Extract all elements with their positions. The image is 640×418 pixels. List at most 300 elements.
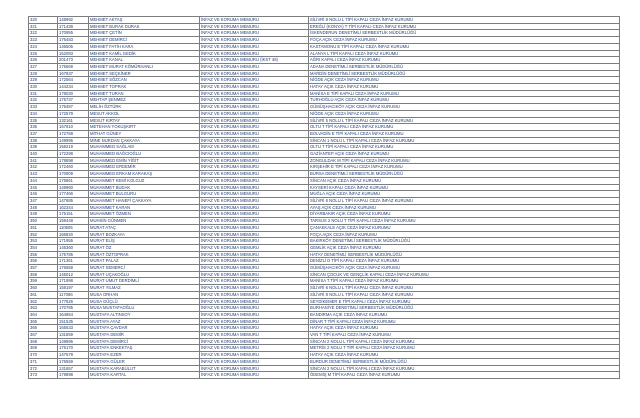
job-title-cell: İNFAZ VE KORUMA MEMURU	[200, 77, 309, 84]
full-name-cell: MUHAMMET KEMİ KOLGUZ	[89, 177, 200, 184]
institution-cell: ÖDEMİŞ M TİPİ KAPALI CEZA İNFAZ KURUMU	[309, 372, 620, 379]
institution-cell: İSKENDERUN DENETİMLİ SERBESTLİK MÜDÜRLÜĞÜ	[309, 30, 620, 37]
registry-number-cell: 167837	[58, 70, 89, 77]
job-title-cell: İNFAZ VE KORUMA MEMURU	[200, 204, 309, 211]
job-title-cell: İNFAZ VE KORUMA MEMURU (İKST 48)	[200, 57, 309, 64]
full-name-cell: MİTHAT GÜNEY	[89, 130, 200, 137]
registry-number-cell: 148992	[58, 17, 89, 24]
full-name-cell: MESUT AKKOL	[89, 110, 200, 117]
row-number-cell: 360	[29, 285, 58, 292]
row-number-cell: 320	[29, 17, 58, 24]
row-number-cell: 361	[29, 291, 58, 298]
row-number-cell: 364	[29, 311, 58, 318]
registry-number-cell: 170909	[58, 171, 89, 178]
row-number-cell: 324	[29, 43, 58, 50]
table-row	[29, 110, 620, 117]
full-name-cell: MEHMET SÖZCAN	[89, 77, 200, 84]
institution-cell: SİLİVRİ 8 NOLU L TİPİ KAPALI CEZA İNFAZ KURUMU	[309, 291, 620, 298]
table-row	[29, 204, 620, 211]
registry-number-cell: 175737	[58, 97, 89, 104]
institution-cell: SEYDİKEMER E TİPİ KAPALI CEZA İNFAZ KURUMU	[309, 298, 620, 305]
full-name-cell: MEHTAP ŞENMEZ	[89, 97, 200, 104]
institution-cell: SİNCAN 1 NOLU L TİPİ KAPALI CEZA İNFAZ KURUMU	[309, 137, 620, 144]
job-title-cell: İNFAZ VE KORUMA MEMURU	[200, 271, 309, 278]
institution-cell: HATAY AÇIK CEZA İNFAZ KURUMU	[309, 352, 620, 359]
row-number-cell: 327	[29, 63, 58, 70]
job-title-cell: İNFAZ VE KORUMA MEMURU	[200, 224, 309, 231]
full-name-cell: MEHMET AKTAŞ	[89, 17, 200, 24]
table-row	[29, 124, 620, 131]
registry-number-cell: 175669	[58, 63, 89, 70]
row-number-cell: 363	[29, 305, 58, 312]
institution-cell: SİNCAN 2 NOLU L TİPİ KAPALI CEZA İNFAZ KURUMU	[309, 338, 620, 345]
full-name-cell: MURAT UMUT DERDİMLİ	[89, 278, 200, 285]
row-number-cell: 330	[29, 84, 58, 91]
full-name-cell: MUHAMMED ERDEMİR	[89, 164, 200, 171]
job-title-cell: İNFAZ VE KORUMA MEMURU	[200, 50, 309, 57]
registry-number-cell: 176659	[58, 265, 89, 272]
institution-cell: MANİSA T TİPİ KAPALI CEZA İNFAZ KURUMU	[309, 278, 620, 285]
table-row	[29, 137, 620, 144]
job-title-cell: İNFAZ VE KORUMA MEMURU	[200, 244, 309, 251]
registry-number-cell: 147685	[58, 197, 89, 204]
institution-cell: NİĞDE AÇIK CEZA İNFAZ KURUMU	[309, 110, 620, 117]
row-number-cell: 334	[29, 110, 58, 117]
institution-cell: KASTAMONU E TİPİ KAPALI CEZA İNFAZ KURUMU	[309, 43, 620, 50]
full-name-cell: MUHAMMED ERKAM KARAKAŞ	[89, 171, 200, 178]
table-row	[29, 77, 620, 84]
full-name-cell: MUHAMMED SAĞLAM	[89, 144, 200, 151]
table-row	[29, 97, 620, 104]
job-title-cell: İNFAZ VE KORUMA MEMURU	[200, 318, 309, 325]
table-row	[29, 285, 620, 292]
full-name-cell: MURAT BOZKAYA	[89, 231, 200, 238]
row-number-cell: 333	[29, 104, 58, 111]
registry-number-cell: 148960	[58, 184, 89, 191]
registry-number-cell: 171998	[58, 278, 89, 285]
institution-cell: SİNCAN 2 NOLU L TİPİ KAPALI CEZA İNFAZ KURUMU	[309, 365, 620, 372]
row-number-cell: 341	[29, 157, 58, 164]
institution-cell: BURHANİYE DENETİMLİ SERBESTLİK MÜDÜRLÜĞÜ	[309, 305, 620, 312]
full-name-cell: MEHMET BURAK DURAK	[89, 23, 200, 30]
table-row	[29, 338, 620, 345]
job-title-cell: İNFAZ VE KORUMA MEMURU	[200, 305, 309, 312]
table-row	[29, 164, 620, 171]
row-number-cell: 344	[29, 177, 58, 184]
table-row	[29, 43, 620, 50]
job-title-cell: İNFAZ VE KORUMA MEMURU	[200, 218, 309, 225]
institution-cell: GAZİANTEP AÇIK CEZA İNFAZ KURUMU	[309, 151, 620, 158]
job-title-cell: İNFAZ VE KORUMA MEMURU	[200, 164, 309, 171]
registry-number-cell: 145012	[58, 271, 89, 278]
job-title-cell: İNFAZ VE KORUMA MEMURU	[200, 298, 309, 305]
job-title-cell: İNFAZ VE KORUMA MEMURU	[200, 191, 309, 198]
row-number-cell: 332	[29, 97, 58, 104]
full-name-cell: MUSTAFA EZER	[89, 352, 200, 359]
table-row	[29, 298, 620, 305]
row-number-cell: 368	[29, 338, 58, 345]
registry-number-cell: 157910	[58, 124, 89, 131]
full-name-cell: MURAT YILMAZ	[89, 285, 200, 292]
institution-cell: BAKIRKÖY DENETİMLİ SERBESTLİK MÜDÜRLÜĞÜ	[309, 238, 620, 245]
institution-cell: BANDIRMA AÇIK CEZA İNFAZ KURUMU	[309, 311, 620, 318]
full-name-cell: MUHAMMET HANEFİ ÇAKKAYA	[89, 197, 200, 204]
full-name-cell: MUHAMMET ÖZMEN	[89, 211, 200, 218]
job-title-cell: İNFAZ VE KORUMA MEMURU	[200, 124, 309, 131]
row-number-cell: 353	[29, 238, 58, 245]
registry-number-cell: 131859	[58, 332, 89, 339]
row-number-cell: 370	[29, 352, 58, 359]
institution-cell: BURSA DENETİMLİ SERBESTLİK MÜDÜRLÜĞÜ	[309, 171, 620, 178]
institution-cell: VAN T TİPİ KAPALI CEZA İNFAZ KURUMU	[309, 332, 620, 339]
table-row	[29, 311, 620, 318]
row-number-cell: 322	[29, 30, 58, 37]
job-title-cell: İNFAZ VE KORUMA MEMURU	[200, 97, 309, 104]
table-row	[29, 305, 620, 312]
table-row	[29, 345, 620, 352]
registry-number-cell: 177466	[58, 191, 89, 198]
job-title-cell: İNFAZ VE KORUMA MEMURU	[200, 157, 309, 164]
full-name-cell: MUSTAFA ÇAVDAR	[89, 325, 200, 332]
job-title-cell: İNFAZ VE KORUMA MEMURU	[200, 291, 309, 298]
registry-number-cell: 176487	[58, 104, 89, 111]
registry-number-cell: 144234	[58, 84, 89, 91]
full-name-cell: MEHMET MURAT KÖMÜRHANLI	[89, 63, 200, 70]
registry-number-cell: 201473	[58, 57, 89, 64]
job-title-cell: İNFAZ VE KORUMA MEMURU	[200, 70, 309, 77]
full-name-cell: MEHMET DEMİRCİ	[89, 37, 200, 44]
registry-number-cell: 145360	[58, 244, 89, 251]
institution-cell: GÜMÜŞHACIKÖY AÇIK CEZA İNFAZ KURUMU	[309, 104, 620, 111]
table-row	[29, 144, 620, 151]
institution-cell: GÜMÜŞHACIKÖY AÇIK CEZA İNFAZ KURUMU	[309, 265, 620, 272]
table-row	[29, 17, 620, 24]
registry-number-cell: 175151	[58, 211, 89, 218]
registry-number-cell: 176861	[58, 177, 89, 184]
institution-cell: TARSUS 2 NOLU T TİPİ KAPALI CEZA İNFAZ KURUMU	[309, 218, 620, 225]
job-title-cell: İNFAZ VE KORUMA MEMURU	[200, 104, 309, 111]
table-row	[29, 244, 620, 251]
full-name-cell: MUSA MUSTAFAOĞLU	[89, 305, 200, 312]
row-number-cell: 321	[29, 23, 58, 30]
table-row	[29, 358, 620, 365]
row-number-cell: 367	[29, 332, 58, 339]
full-name-cell: MİNE NURDAN ÇAKKAYA	[89, 137, 200, 144]
job-title-cell: İNFAZ VE KORUMA MEMURU	[200, 251, 309, 258]
registry-number-cell: 172298	[58, 151, 89, 158]
registry-number-cell: 172564	[58, 77, 89, 84]
full-name-cell: MUHAMMED EMİN YİĞİT	[89, 157, 200, 164]
job-title-cell: İNFAZ VE KORUMA MEMURU	[200, 84, 309, 91]
table-row	[29, 23, 620, 30]
registry-number-cell: 149995	[58, 137, 89, 144]
institution-cell: GEMLİK AÇIK CEZA İNFAZ KURUMU	[309, 244, 620, 251]
institution-cell: ZONGULDAK M TİPİ KAPALI CEZA İNFAZ KURUMU	[309, 157, 620, 164]
institution-cell: BOLVADİN E TİPİ KAPALI CEZA İNFAZ KURUMU	[309, 130, 620, 137]
job-title-cell: İNFAZ VE KORUMA MEMURU	[200, 258, 309, 265]
registry-number-cell: 117086	[58, 291, 89, 298]
job-title-cell: İNFAZ VE KORUMA MEMURU	[200, 238, 309, 245]
registry-number-cell: 176483	[58, 37, 89, 44]
job-title-cell: İNFAZ VE KORUMA MEMURU	[200, 117, 309, 124]
full-name-cell: MURAT UÇAKOĞLU	[89, 271, 200, 278]
registry-number-cell: 172460	[58, 164, 89, 171]
institution-cell: DİYARBAKIR AÇIK CEZA İNFAZ KURUMU	[309, 211, 620, 218]
row-number-cell: 362	[29, 298, 58, 305]
row-number-cell: 335	[29, 117, 58, 124]
job-title-cell: İNFAZ VE KORUMA MEMURU	[200, 144, 309, 151]
full-name-cell: MEHMET SEÇKİNER	[89, 70, 200, 77]
registry-number-cell: 146505	[58, 43, 89, 50]
full-name-cell: MESUT KIRTAY	[89, 117, 200, 124]
table-row	[29, 352, 620, 359]
full-name-cell: MEHMET ÇETİN	[89, 30, 200, 37]
full-name-cell: MURAT PALAZ	[89, 258, 200, 265]
registry-number-cell: 155633	[58, 325, 89, 332]
full-name-cell: MUSTAFA DEMİR	[89, 332, 200, 339]
registry-number-cell: 175170	[58, 345, 89, 352]
job-title-cell: İNFAZ VE KORUMA MEMURU	[200, 43, 309, 50]
row-number-cell: 336	[29, 124, 58, 131]
registry-number-cell: 170955	[58, 30, 89, 37]
job-title-cell: İNFAZ VE KORUMA MEMURU	[200, 151, 309, 158]
registry-number-cell: 178898	[58, 157, 89, 164]
table-row	[29, 265, 620, 272]
table-body	[29, 17, 620, 379]
job-title-cell: İNFAZ VE KORUMA MEMURU	[200, 90, 309, 97]
table-row	[29, 271, 620, 278]
full-name-cell: MUSTAFA KARTAL	[89, 372, 200, 379]
registry-number-cell: 147578	[58, 352, 89, 359]
job-title-cell: İNFAZ VE KORUMA MEMURU	[200, 352, 309, 359]
table-row	[29, 325, 620, 332]
job-title-cell: İNFAZ VE KORUMA MEMURU	[200, 358, 309, 365]
row-number-cell: 359	[29, 278, 58, 285]
registry-number-cell: 131657	[58, 365, 89, 372]
table-row	[29, 318, 620, 325]
job-title-cell: İNFAZ VE KORUMA MEMURU	[200, 197, 309, 204]
table-row	[29, 84, 620, 91]
institution-cell: DENİZLİ D TİPİ KAPALI CEZA İNFAZ KURUMU	[309, 258, 620, 265]
table-row	[29, 211, 620, 218]
job-title-cell: İNFAZ VE KORUMA MEMURU	[200, 130, 309, 137]
registry-number-cell: 159448	[58, 218, 89, 225]
full-name-cell: MEHMET KANAL	[89, 57, 200, 64]
row-number-cell: 356	[29, 258, 58, 265]
registry-number-cell: 176559	[58, 358, 89, 365]
job-title-cell: İNFAZ VE KORUMA MEMURU	[200, 345, 309, 352]
table-row	[29, 191, 620, 198]
registry-number-cell: 171955	[58, 238, 89, 245]
row-number-cell: 357	[29, 265, 58, 272]
registry-number-cell: 179898	[58, 372, 89, 379]
job-title-cell: İNFAZ VE KORUMA MEMURU	[200, 211, 309, 218]
row-number-cell: 372	[29, 365, 58, 372]
table-row	[29, 130, 620, 137]
job-title-cell: İNFAZ VE KORUMA MEMURU	[200, 285, 309, 292]
registry-number-cell: 172579	[58, 110, 89, 117]
table-row	[29, 224, 620, 231]
full-name-cell: MEHMET FATİH KARA	[89, 43, 200, 50]
table-row	[29, 365, 620, 372]
job-title-cell: İNFAZ VE KORUMA MEMURU	[200, 365, 309, 372]
full-name-cell: MUSTAFA ALTINSOY	[89, 311, 200, 318]
row-number-cell: 338	[29, 137, 58, 144]
full-name-cell: MEHMET TOPRAK	[89, 84, 200, 91]
table-row	[29, 104, 620, 111]
institution-cell: SİLİVRİ 5 NOLU L TİPİ KAPALI CEZA İNFAZ KURUMU	[309, 117, 620, 124]
table-row	[29, 218, 620, 225]
job-title-cell: İNFAZ VE KORUMA MEMURU	[200, 137, 309, 144]
institution-cell: TURHOĞLU AÇIK CEZA İNFAZ KURUMU	[309, 97, 620, 104]
table-row	[29, 37, 620, 44]
row-number-cell: 349	[29, 211, 58, 218]
job-title-cell: İNFAZ VE KORUMA MEMURU	[200, 231, 309, 238]
full-name-cell: MURAT ATAÇ	[89, 224, 200, 231]
table-row	[29, 278, 620, 285]
job-title-cell: İNFAZ VE KORUMA MEMURU	[200, 37, 309, 44]
registry-number-cell: 172768	[58, 130, 89, 137]
job-title-cell: İNFAZ VE KORUMA MEMURU	[200, 184, 309, 191]
row-number-cell: 343	[29, 171, 58, 178]
full-name-cell: MUSTAFA ENKEKTAŞ	[89, 345, 200, 352]
full-name-cell: MURAT ÖZ	[89, 244, 200, 251]
table-row	[29, 258, 620, 265]
row-number-cell: 340	[29, 151, 58, 158]
table-row	[29, 63, 620, 70]
institution-cell: ADANA DENETİMLİ SERBESTLİK MÜDÜRLÜĞÜ	[309, 63, 620, 70]
job-title-cell: İNFAZ VE KORUMA MEMURU	[200, 278, 309, 285]
full-name-cell: MEHMET TURAN	[89, 90, 200, 97]
job-title-cell: İNFAZ VE KORUMA MEMURU	[200, 30, 309, 37]
full-name-cell: MUSTAFA KARABULUT	[89, 365, 200, 372]
row-number-cell: 346	[29, 191, 58, 198]
institution-cell: FOÇA AÇIK CEZA İNFAZ KURUMU	[309, 37, 620, 44]
full-name-cell: MUSTAFA GÜLER	[89, 358, 200, 365]
table-row	[29, 50, 620, 57]
row-number-cell: 323	[29, 37, 58, 44]
full-name-cell: MURAT SEMERCİ	[89, 265, 200, 272]
full-name-cell: MURAT ELİŞ	[89, 238, 200, 245]
registry-number-cell: 162344	[58, 204, 89, 211]
registry-number-cell: 132161	[58, 117, 89, 124]
job-title-cell: İNFAZ VE KORUMA MEMURU	[200, 311, 309, 318]
institution-cell: SİLİVRİ 8 NOLU L TİPİ KAPALI CEZA İNFAZ KURUMU	[309, 17, 620, 24]
table-row	[29, 171, 620, 178]
row-number-cell: 369	[29, 345, 58, 352]
registry-number-cell: 159197	[58, 285, 89, 292]
full-name-cell: MELİH ÖZTÜRK	[89, 104, 200, 111]
row-number-cell: 371	[29, 358, 58, 365]
table-row	[29, 157, 620, 164]
row-number-cell: 351	[29, 224, 58, 231]
table-row	[29, 57, 620, 64]
institution-cell: METRİS 2 NOLU T TİPİ KAPALI CEZA İNFAZ KURUMU	[309, 345, 620, 352]
row-number-cell: 352	[29, 231, 58, 238]
job-title-cell: İNFAZ VE KORUMA MEMURU	[200, 171, 309, 178]
full-name-cell: MUHAMMET BULGURU	[89, 191, 200, 198]
registry-number-cell: 158219	[58, 144, 89, 151]
job-title-cell: İNFAZ VE KORUMA MEMURU	[200, 177, 309, 184]
institution-cell: SİNCAN AÇIK CEZA İNFAZ KURUMU	[309, 177, 620, 184]
institution-cell: SİLİVRİ 6 NOLU L TİPİ KAPALI CEZA İNFAZ KURUMU	[309, 197, 620, 204]
row-number-cell: 358	[29, 271, 58, 278]
table-row	[29, 90, 620, 97]
full-name-cell: METEHAN YOKUŞKIRT	[89, 124, 200, 131]
full-name-cell: MUSA GÜÇLÜ	[89, 298, 200, 305]
institution-cell: ÇANAKKALE AÇIK CEZA İNFAZ KURUMU	[309, 224, 620, 231]
full-name-cell: MUHAMMED BAĞCIOĞLU	[89, 151, 200, 158]
institution-cell: NİĞDE AÇIK CEZA İNFAZ KURUMU	[309, 77, 620, 84]
institution-cell: HATAY DENETİMLİ SERBESTLİK MÜDÜRLÜĞÜ	[309, 251, 620, 258]
row-number-cell: 329	[29, 77, 58, 84]
table-row	[29, 291, 620, 298]
registry-number-cell: 156820	[58, 231, 89, 238]
row-number-cell: 325	[29, 50, 58, 57]
row-number-cell: 339	[29, 144, 58, 151]
table-row	[29, 231, 620, 238]
full-name-cell: MUSTAFA DEMİRCİ	[89, 338, 200, 345]
row-number-cell: 328	[29, 70, 58, 77]
row-number-cell: 337	[29, 130, 58, 137]
personnel-table	[28, 16, 620, 379]
registry-number-cell: 164854	[58, 311, 89, 318]
registry-number-cell: 151535	[58, 318, 89, 325]
institution-cell: DİNAR T TİPİ KAPALI CEZA İNFAZ KURUMU	[309, 318, 620, 325]
institution-cell: MUĞLA AÇIK CEZA İNFAZ KURUMU	[309, 191, 620, 198]
row-number-cell: 348	[29, 204, 58, 211]
institution-cell: OLTU T TİPİ KAPALI CEZA İNFAZ KURUMU	[309, 124, 620, 131]
registry-number-cell: 177626	[58, 298, 89, 305]
institution-cell: BURDUR DENETİMLİ SERBESTLİK MÜDÜRLÜĞÜ	[309, 358, 620, 365]
job-title-cell: İNFAZ VE KORUMA MEMURU	[200, 17, 309, 24]
row-number-cell: 350	[29, 218, 58, 225]
table-row	[29, 372, 620, 379]
institution-cell: MANİSA E TİPİ KAPALI CEZA İNFAZ KURUMU	[309, 90, 620, 97]
registry-number-cell: 171361	[58, 258, 89, 265]
job-title-cell: İNFAZ VE KORUMA MEMURU	[200, 325, 309, 332]
job-title-cell: İNFAZ VE KORUMA MEMURU	[200, 23, 309, 30]
job-title-cell: İNFAZ VE KORUMA MEMURU	[200, 110, 309, 117]
table-row	[29, 177, 620, 184]
row-number-cell: 365	[29, 318, 58, 325]
institution-cell: MARDİN DENETİMLİ SERBESTLİK MÜDÜRLÜĞÜ	[309, 70, 620, 77]
row-number-cell: 345	[29, 184, 58, 191]
row-number-cell: 366	[29, 325, 58, 332]
table-row	[29, 197, 620, 204]
institution-cell: AĞRI KAPALI CEZA İNFAZ KURUMU	[309, 57, 620, 64]
institution-cell: ALANYA L TİPİ KAPALI CEZA İNFAZ KURUMU	[309, 50, 620, 57]
full-name-cell: MUHAMMET BUDAK	[89, 184, 200, 191]
job-title-cell: İNFAZ VE KORUMA MEMURU	[200, 265, 309, 272]
row-number-cell: 355	[29, 251, 58, 258]
table-row	[29, 70, 620, 77]
full-name-cell: MURAT ÖZTOPRAK	[89, 251, 200, 258]
job-title-cell: İNFAZ VE KORUMA MEMURU	[200, 63, 309, 70]
full-name-cell: MEHMET KAMİL GEDİK	[89, 50, 200, 57]
registry-number-cell: 149995	[58, 338, 89, 345]
row-number-cell: 373	[29, 372, 58, 379]
job-title-cell: İNFAZ VE KORUMA MEMURU	[200, 338, 309, 345]
job-title-cell: İNFAZ VE KORUMA MEMURU	[200, 332, 309, 339]
institution-cell: KIRŞEHİR E TİPİ KAPALI CEZA İNFAZ KURUMU	[309, 164, 620, 171]
institution-cell: EREĞLİ (KONYA) T TİPİ KAPALI CEZA İNFAZ KURUMU	[309, 23, 620, 30]
full-name-cell: MUHAMMET KARAN	[89, 204, 200, 211]
row-number-cell: 331	[29, 90, 58, 97]
institution-cell: OLTU T TİPİ KAPALI CEZA İNFAZ KURUMU	[309, 144, 620, 151]
institution-cell: HATAY AÇIK CEZA İNFAZ KURUMU	[309, 84, 620, 91]
full-name-cell: MUSA ORHAN	[89, 291, 200, 298]
